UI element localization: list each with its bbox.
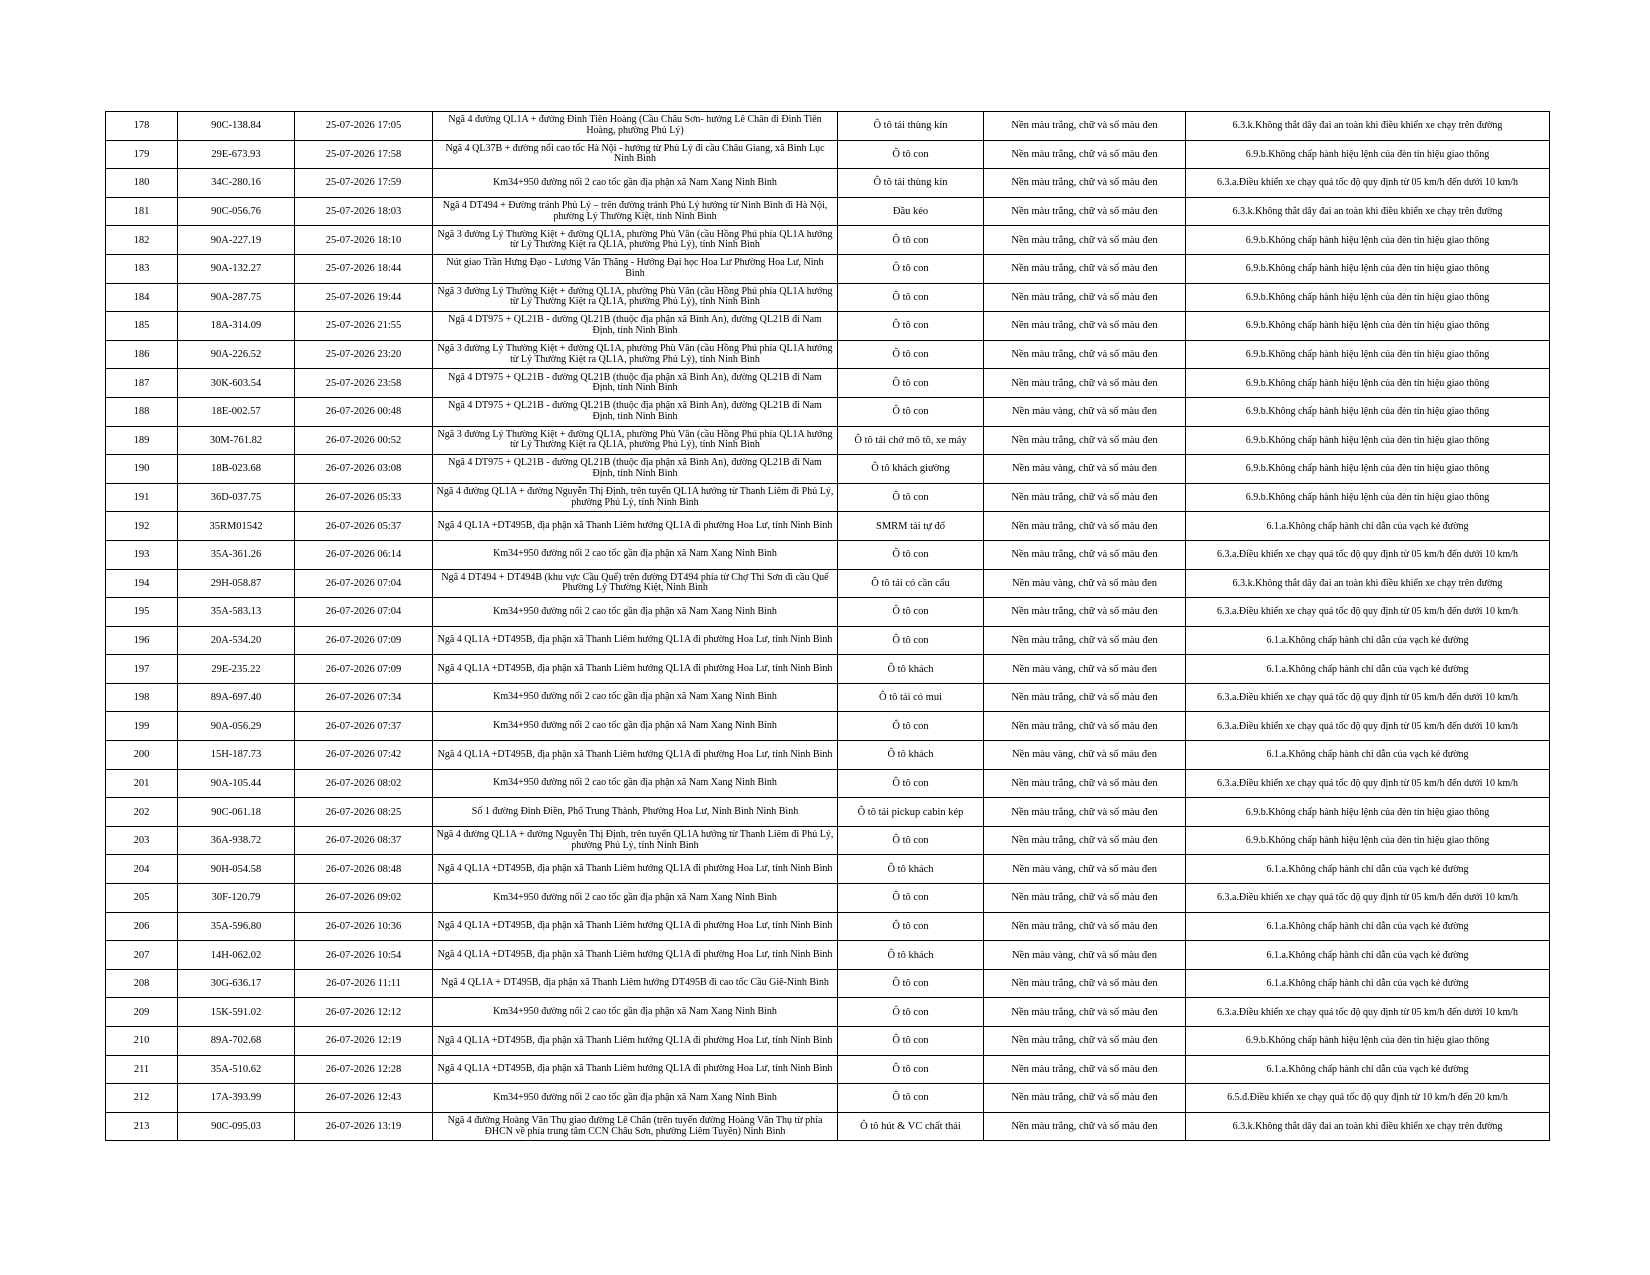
location-cell: Ngã 4 đường QL1A + đường Nguyễn Thị Định, trên tuyến QL1A hướng từ Thanh Liêm đi Phủ Lý, phường Phủ Lý, tỉnh Ninh Bình: [433, 483, 838, 512]
violations-table: [105, 111, 1550, 1141]
datetime-cell: 26-07-2026 09:02: [295, 884, 433, 913]
location-cell: Ngã 4 DT494 + Đường tránh Phủ Lý – trên đường tránh Phủ Lý hướng từ Ninh Bình đi Hà Nội, phường Lý Thường Kiệt, tỉnh Ninh Bình: [433, 197, 838, 226]
plate-number-cell: 18E-002.57: [178, 397, 295, 426]
datetime-cell: 26-07-2026 10:36: [295, 912, 433, 941]
table-row: [106, 169, 1550, 198]
row-number-cell: 208: [106, 969, 178, 998]
violation-cell: 6.9.b.Không chấp hành hiệu lệnh của đèn tín hiệu giao thông: [1186, 226, 1550, 255]
plate-color-cell: Nền màu trắng, chữ và số màu đen: [984, 226, 1186, 255]
violation-cell: 6.1.a.Không chấp hành chỉ dẫn của vạch kẻ đường: [1186, 912, 1550, 941]
location-cell: Ngã 4 DT975 + QL21B - đường QL21B (thuộc địa phận xã Bình An), đường QL21B đi Nam Định, tỉnh Ninh Bình: [433, 397, 838, 426]
row-number-cell: 196: [106, 626, 178, 655]
location-cell: Ngã 4 QL1A +DT495B, địa phận xã Thanh Liêm hướng QL1A đi phường Hoa Lư, tỉnh Ninh Bình: [433, 655, 838, 684]
row-number-cell: 204: [106, 855, 178, 884]
datetime-cell: 26-07-2026 08:02: [295, 769, 433, 798]
location-cell: Số 1 đường Đinh Điền, Phố Trung Thành, Phường Hoa Lư, Ninh Bình Ninh Bình: [433, 798, 838, 827]
location-cell: Ngã 4 QL1A + DT495B, địa phận xã Thanh Liêm hướng DT495B đi cao tốc Cầu Giẽ-Ninh Bình: [433, 969, 838, 998]
row-number-cell: 188: [106, 397, 178, 426]
vehicle-type-cell: Ô tô con: [838, 598, 984, 627]
plate-color-cell: Nền màu vàng, chữ và số màu đen: [984, 569, 1186, 598]
plate-number-cell: 29E-673.93: [178, 140, 295, 169]
plate-color-cell: Nền màu trắng, chữ và số màu đen: [984, 140, 1186, 169]
datetime-cell: 26-07-2026 00:52: [295, 426, 433, 455]
table-row: [106, 312, 1550, 341]
table-row: [106, 397, 1550, 426]
plate-color-cell: Nền màu trắng, chữ và số màu đen: [984, 1112, 1186, 1141]
table-row: [106, 798, 1550, 827]
datetime-cell: 26-07-2026 12:19: [295, 1027, 433, 1056]
table-row: [106, 483, 1550, 512]
location-cell: Ngã 4 QL1A +DT495B, địa phận xã Thanh Liêm hướng QL1A đi phường Hoa Lư, tỉnh Ninh Bình: [433, 626, 838, 655]
location-cell: Km34+950 đường nối 2 cao tốc gần địa phận xã Nam Xang Ninh Bình: [433, 683, 838, 712]
vehicle-type-cell: Ô tô khách: [838, 855, 984, 884]
datetime-cell: 25-07-2026 23:20: [295, 340, 433, 369]
table-row: [106, 283, 1550, 312]
location-cell: Ngã 3 đường Lý Thường Kiệt + đường QL1A, phường Phù Vân (cầu Hồng Phú phía QL1A hướng từ Lý Thường Kiệt ra QL1A, phường Phủ Lý), tỉnh Ninh Bình: [433, 340, 838, 369]
table-row: [106, 1055, 1550, 1084]
table-row: [106, 426, 1550, 455]
vehicle-type-cell: Ô tô con: [838, 998, 984, 1027]
vehicle-type-cell: Ô tô con: [838, 483, 984, 512]
vehicle-type-cell: Ô tô con: [838, 969, 984, 998]
violation-cell: 6.9.b.Không chấp hành hiệu lệnh của đèn tín hiệu giao thông: [1186, 483, 1550, 512]
violation-cell: 6.3.k.Không thắt dây đai an toàn khi điều khiển xe chạy trên đường: [1186, 1112, 1550, 1141]
table-row: [106, 112, 1550, 141]
plate-color-cell: Nền màu trắng, chữ và số màu đen: [984, 369, 1186, 398]
row-number-cell: 190: [106, 455, 178, 484]
plate-color-cell: Nền màu trắng, chữ và số màu đen: [984, 826, 1186, 855]
plate-color-cell: Nền màu vàng, chữ và số màu đen: [984, 741, 1186, 770]
location-cell: Ngã 4 đường QL1A + đường Đinh Tiên Hoàng (Cầu Châu Sơn- hướng Lê Chân đi Đinh Tiên Hoàng, phường Phủ Lý): [433, 112, 838, 141]
violation-cell: 6.3.a.Điều khiển xe chạy quá tốc độ quy định từ 05 km/h đến dưới 10 km/h: [1186, 998, 1550, 1027]
violation-cell: 6.3.a.Điều khiển xe chạy quá tốc độ quy định từ 05 km/h đến dưới 10 km/h: [1186, 169, 1550, 198]
row-number-cell: 213: [106, 1112, 178, 1141]
datetime-cell: 25-07-2026 17:59: [295, 169, 433, 198]
location-cell: Ngã 4 DT494 + DT494B (khu vực Cầu Quế) trên đường DT494 phía từ Chợ Thi Sơn đi cầu Quế Phường Lý Thường Kiệt, Ninh Bình: [433, 569, 838, 598]
table-row: [106, 626, 1550, 655]
row-number-cell: 178: [106, 112, 178, 141]
datetime-cell: 26-07-2026 12:43: [295, 1084, 433, 1113]
vehicle-type-cell: Ô tô con: [838, 826, 984, 855]
plate-number-cell: 30G-636.17: [178, 969, 295, 998]
violation-cell: 6.9.b.Không chấp hành hiệu lệnh của đèn tín hiệu giao thông: [1186, 312, 1550, 341]
location-cell: Ngã 4 DT975 + QL21B - đường QL21B (thuộc địa phận xã Bình An), đường QL21B đi Nam Định, tỉnh Ninh Bình: [433, 455, 838, 484]
table-row: [106, 884, 1550, 913]
plate-number-cell: 30M-761.82: [178, 426, 295, 455]
row-number-cell: 195: [106, 598, 178, 627]
plate-color-cell: Nền màu trắng, chữ và số màu đen: [984, 1027, 1186, 1056]
datetime-cell: 25-07-2026 18:03: [295, 197, 433, 226]
row-number-cell: 201: [106, 769, 178, 798]
plate-number-cell: 15H-187.73: [178, 741, 295, 770]
violation-cell: 6.9.b.Không chấp hành hiệu lệnh của đèn tín hiệu giao thông: [1186, 340, 1550, 369]
location-cell: Ngã 4 QL1A +DT495B, địa phận xã Thanh Liêm hướng QL1A đi phường Hoa Lư, tỉnh Ninh Bình: [433, 855, 838, 884]
plate-color-cell: Nền màu vàng, chữ và số màu đen: [984, 941, 1186, 970]
table-row: [106, 1084, 1550, 1113]
violation-cell: 6.9.b.Không chấp hành hiệu lệnh của đèn tín hiệu giao thông: [1186, 455, 1550, 484]
plate-number-cell: 90A-287.75: [178, 283, 295, 312]
vehicle-type-cell: Ô tô tải chở mô tô, xe máy: [838, 426, 984, 455]
datetime-cell: 26-07-2026 06:14: [295, 540, 433, 569]
plate-color-cell: Nền màu trắng, chữ và số màu đen: [984, 312, 1186, 341]
row-number-cell: 194: [106, 569, 178, 598]
vehicle-type-cell: Ô tô con: [838, 254, 984, 283]
datetime-cell: 26-07-2026 12:12: [295, 998, 433, 1027]
row-number-cell: 198: [106, 683, 178, 712]
plate-number-cell: 30F-120.79: [178, 884, 295, 913]
row-number-cell: 179: [106, 140, 178, 169]
violation-cell: 6.9.b.Không chấp hành hiệu lệnh của đèn tín hiệu giao thông: [1186, 397, 1550, 426]
location-cell: Km34+950 đường nối 2 cao tốc gần địa phận xã Nam Xang Ninh Bình: [433, 998, 838, 1027]
vehicle-type-cell: Ô tô con: [838, 226, 984, 255]
table-row: [106, 598, 1550, 627]
violation-cell: 6.9.b.Không chấp hành hiệu lệnh của đèn tín hiệu giao thông: [1186, 254, 1550, 283]
datetime-cell: 26-07-2026 07:09: [295, 626, 433, 655]
plate-number-cell: 90H-054.58: [178, 855, 295, 884]
vehicle-type-cell: Ô tô tải pickup cabin kép: [838, 798, 984, 827]
table-row: [106, 683, 1550, 712]
vehicle-type-cell: Ô tô khách giường: [838, 455, 984, 484]
plate-number-cell: 35A-583.13: [178, 598, 295, 627]
row-number-cell: 200: [106, 741, 178, 770]
plate-number-cell: 34C-280.16: [178, 169, 295, 198]
location-cell: Ngã 4 QL1A +DT495B, địa phận xã Thanh Liêm hướng QL1A đi phường Hoa Lư, tỉnh Ninh Bình: [433, 741, 838, 770]
row-number-cell: 181: [106, 197, 178, 226]
plate-number-cell: 17A-393.99: [178, 1084, 295, 1113]
datetime-cell: 26-07-2026 05:37: [295, 512, 433, 541]
location-cell: Ngã 3 đường Lý Thường Kiệt + đường QL1A, phường Phù Vân (cầu Hồng Phú phía QL1A hướng từ Lý Thường Kiệt ra QL1A, phường Phủ Lý), tỉnh Ninh Bình: [433, 283, 838, 312]
table-row: [106, 912, 1550, 941]
row-number-cell: 187: [106, 369, 178, 398]
plate-color-cell: Nền màu trắng, chữ và số màu đen: [984, 712, 1186, 741]
table-row: [106, 741, 1550, 770]
plate-color-cell: Nền màu trắng, chữ và số màu đen: [984, 540, 1186, 569]
row-number-cell: 197: [106, 655, 178, 684]
plate-number-cell: 18A-314.09: [178, 312, 295, 341]
plate-color-cell: Nền màu trắng, chữ và số màu đen: [984, 969, 1186, 998]
plate-number-cell: 29E-235.22: [178, 655, 295, 684]
location-cell: Ngã 4 DT975 + QL21B - đường QL21B (thuộc địa phận xã Bình An), đường QL21B đi Nam Định, tỉnh Ninh Bình: [433, 369, 838, 398]
plate-number-cell: 14H-062.02: [178, 941, 295, 970]
plate-number-cell: 90C-138.84: [178, 112, 295, 141]
violation-cell: 6.1.a.Không chấp hành chỉ dẫn của vạch kẻ đường: [1186, 1055, 1550, 1084]
plate-number-cell: 18B-023.68: [178, 455, 295, 484]
violation-cell: 6.3.a.Điều khiển xe chạy quá tốc độ quy định từ 05 km/h đến dưới 10 km/h: [1186, 540, 1550, 569]
violation-cell: 6.9.b.Không chấp hành hiệu lệnh của đèn tín hiệu giao thông: [1186, 826, 1550, 855]
datetime-cell: 26-07-2026 07:09: [295, 655, 433, 684]
table-row: [106, 512, 1550, 541]
vehicle-type-cell: SMRM tải tự đổ: [838, 512, 984, 541]
vehicle-type-cell: Ô tô tải có mui: [838, 683, 984, 712]
table-row: [106, 769, 1550, 798]
vehicle-type-cell: Ô tô con: [838, 912, 984, 941]
violation-cell: 6.1.a.Không chấp hành chỉ dẫn của vạch kẻ đường: [1186, 655, 1550, 684]
location-cell: Ngã 3 đường Lý Thường Kiệt + đường QL1A, phường Phù Vân (cầu Hồng Phú phía QL1A hướng từ Lý Thường Kiệt ra QL1A, phường Phủ Lý), tỉnh Ninh Bình: [433, 426, 838, 455]
vehicle-type-cell: Ô tô con: [838, 397, 984, 426]
plate-number-cell: 36A-938.72: [178, 826, 295, 855]
violation-cell: 6.9.b.Không chấp hành hiệu lệnh của đèn tín hiệu giao thông: [1186, 798, 1550, 827]
plate-color-cell: Nền màu trắng, chữ và số màu đen: [984, 626, 1186, 655]
plate-color-cell: Nền màu trắng, chữ và số màu đen: [984, 169, 1186, 198]
table-row: [106, 655, 1550, 684]
violation-cell: 6.9.b.Không chấp hành hiệu lệnh của đèn tín hiệu giao thông: [1186, 426, 1550, 455]
plate-color-cell: Nền màu trắng, chữ và số màu đen: [984, 340, 1186, 369]
datetime-cell: 25-07-2026 23:58: [295, 369, 433, 398]
table-row: [106, 569, 1550, 598]
location-cell: Ngã 4 QL1A +DT495B, địa phận xã Thanh Liêm hướng QL1A đi phường Hoa Lư, tỉnh Ninh Bình: [433, 941, 838, 970]
row-number-cell: 205: [106, 884, 178, 913]
row-number-cell: 199: [106, 712, 178, 741]
plate-color-cell: Nền màu trắng, chữ và số màu đen: [984, 912, 1186, 941]
plate-number-cell: 90C-061.18: [178, 798, 295, 827]
datetime-cell: 25-07-2026 18:44: [295, 254, 433, 283]
vehicle-type-cell: Ô tô khách: [838, 941, 984, 970]
row-number-cell: 212: [106, 1084, 178, 1113]
datetime-cell: 26-07-2026 00:48: [295, 397, 433, 426]
violation-cell: 6.3.k.Không thắt dây đai an toàn khi điều khiển xe chạy trên đường: [1186, 197, 1550, 226]
violation-cell: 6.9.b.Không chấp hành hiệu lệnh của đèn tín hiệu giao thông: [1186, 1027, 1550, 1056]
location-cell: Ngã 4 QL1A +DT495B, địa phận xã Thanh Liêm hướng QL1A đi phường Hoa Lư, tỉnh Ninh Bình: [433, 912, 838, 941]
plate-color-cell: Nền màu vàng, chữ và số màu đen: [984, 455, 1186, 484]
location-cell: Ngã 3 đường Lý Thường Kiệt + đường QL1A, phường Phù Vân (cầu Hồng Phú phía QL1A hướng từ Lý Thường Kiệt ra QL1A, phường Phủ Lý), tỉnh Ninh Bình: [433, 226, 838, 255]
vehicle-type-cell: Ô tô con: [838, 283, 984, 312]
plate-number-cell: 30K-603.54: [178, 369, 295, 398]
table-row: [106, 712, 1550, 741]
location-cell: Km34+950 đường nối 2 cao tốc gần địa phận xã Nam Xang Ninh Bình: [433, 540, 838, 569]
plate-number-cell: 35A-596.80: [178, 912, 295, 941]
location-cell: Ngã 4 QL1A +DT495B, địa phận xã Thanh Liêm hướng QL1A đi phường Hoa Lư, tỉnh Ninh Bình: [433, 512, 838, 541]
plate-color-cell: Nền màu trắng, chữ và số màu đen: [984, 254, 1186, 283]
plate-color-cell: Nền màu vàng, chữ và số màu đen: [984, 655, 1186, 684]
vehicle-type-cell: Ô tô khách: [838, 655, 984, 684]
datetime-cell: 25-07-2026 18:10: [295, 226, 433, 255]
violation-cell: 6.3.a.Điều khiển xe chạy quá tốc độ quy định từ 05 km/h đến dưới 10 km/h: [1186, 683, 1550, 712]
row-number-cell: 191: [106, 483, 178, 512]
plate-number-cell: 35A-361.26: [178, 540, 295, 569]
row-number-cell: 210: [106, 1027, 178, 1056]
datetime-cell: 26-07-2026 07:34: [295, 683, 433, 712]
plate-number-cell: 36D-037.75: [178, 483, 295, 512]
vehicle-type-cell: Ô tô con: [838, 369, 984, 398]
row-number-cell: 192: [106, 512, 178, 541]
table-row: [106, 455, 1550, 484]
vehicle-type-cell: Ô tô con: [838, 340, 984, 369]
row-number-cell: 182: [106, 226, 178, 255]
datetime-cell: 26-07-2026 11:11: [295, 969, 433, 998]
plate-number-cell: 20A-534.20: [178, 626, 295, 655]
datetime-cell: 26-07-2026 07:42: [295, 741, 433, 770]
violation-cell: 6.5.đ.Điều khiển xe chạy quá tốc độ quy định từ 10 km/h đến 20 km/h: [1186, 1084, 1550, 1113]
location-cell: Km34+950 đường nối 2 cao tốc gần địa phận xã Nam Xang Ninh Bình: [433, 712, 838, 741]
violation-cell: 6.3.a.Điều khiển xe chạy quá tốc độ quy định từ 05 km/h đến dưới 10 km/h: [1186, 769, 1550, 798]
table-row: [106, 1027, 1550, 1056]
vehicle-type-cell: Ô tô con: [838, 1084, 984, 1113]
datetime-cell: 26-07-2026 08:37: [295, 826, 433, 855]
vehicle-type-cell: Đầu kéo: [838, 197, 984, 226]
vehicle-type-cell: Ô tô con: [838, 769, 984, 798]
location-cell: Km34+950 đường nối 2 cao tốc gần địa phận xã Nam Xang Ninh Bình: [433, 1084, 838, 1113]
location-cell: Nút giao Trần Hưng Đạo - Lương Văn Thăng - Hướng Đại học Hoa Lư Phường Hoa Lư, Ninh Bình: [433, 254, 838, 283]
table-body: [106, 112, 1550, 1141]
row-number-cell: 202: [106, 798, 178, 827]
location-cell: Ngã 4 DT975 + QL21B - đường QL21B (thuộc địa phận xã Bình An), đường QL21B đi Nam Định, tỉnh Ninh Bình: [433, 312, 838, 341]
datetime-cell: 26-07-2026 05:33: [295, 483, 433, 512]
plate-color-cell: Nền màu trắng, chữ và số màu đen: [984, 798, 1186, 827]
vehicle-type-cell: Ô tô hút & VC chất thải: [838, 1112, 984, 1141]
vehicle-type-cell: Ô tô khách: [838, 741, 984, 770]
vehicle-type-cell: Ô tô tải có cần cẩu: [838, 569, 984, 598]
plate-color-cell: Nền màu trắng, chữ và số màu đen: [984, 112, 1186, 141]
plate-color-cell: Nền màu vàng, chữ và số màu đen: [984, 397, 1186, 426]
plate-color-cell: Nền màu trắng, chữ và số màu đen: [984, 769, 1186, 798]
plate-color-cell: Nền màu trắng, chữ và số màu đen: [984, 197, 1186, 226]
location-cell: Km34+950 đường nối 2 cao tốc gần địa phận xã Nam Xang Ninh Bình: [433, 769, 838, 798]
row-number-cell: 211: [106, 1055, 178, 1084]
plate-number-cell: 90A-132.27: [178, 254, 295, 283]
plate-color-cell: Nền màu trắng, chữ và số màu đen: [984, 483, 1186, 512]
vehicle-type-cell: Ô tô tải thùng kín: [838, 112, 984, 141]
plate-color-cell: Nền màu trắng, chữ và số màu đen: [984, 1084, 1186, 1113]
violation-cell: 6.3.k.Không thắt dây đai an toàn khi điều khiển xe chạy trên đường: [1186, 112, 1550, 141]
plate-color-cell: Nền màu trắng, chữ và số màu đen: [984, 683, 1186, 712]
table-row: [106, 369, 1550, 398]
datetime-cell: 26-07-2026 10:54: [295, 941, 433, 970]
table-row: [106, 1112, 1550, 1141]
datetime-cell: 26-07-2026 07:37: [295, 712, 433, 741]
datetime-cell: 26-07-2026 07:04: [295, 598, 433, 627]
plate-number-cell: 89A-697.40: [178, 683, 295, 712]
violation-cell: 6.1.a.Không chấp hành chỉ dẫn của vạch kẻ đường: [1186, 512, 1550, 541]
vehicle-type-cell: Ô tô con: [838, 626, 984, 655]
plate-color-cell: Nền màu trắng, chữ và số màu đen: [984, 283, 1186, 312]
location-cell: Ngã 4 đường Hoàng Văn Thụ giao đường Lê Chân (trên tuyến đường Hoàng Văn Thụ từ phía ĐHCN về phía trung tâm CCN Châu Sơn, phường Liêm Tuyền) Ninh Bình: [433, 1112, 838, 1141]
datetime-cell: 25-07-2026 17:58: [295, 140, 433, 169]
vehicle-type-cell: Ô tô con: [838, 540, 984, 569]
datetime-cell: 26-07-2026 13:19: [295, 1112, 433, 1141]
plate-number-cell: 90A-227.19: [178, 226, 295, 255]
vehicle-type-cell: Ô tô con: [838, 312, 984, 341]
datetime-cell: 26-07-2026 08:25: [295, 798, 433, 827]
row-number-cell: 206: [106, 912, 178, 941]
table-row: [106, 340, 1550, 369]
violation-cell: 6.9.b.Không chấp hành hiệu lệnh của đèn tín hiệu giao thông: [1186, 369, 1550, 398]
plate-color-cell: Nền màu trắng, chữ và số màu đen: [984, 998, 1186, 1027]
plate-number-cell: 90A-056.29: [178, 712, 295, 741]
row-number-cell: 180: [106, 169, 178, 198]
violation-cell: 6.3.a.Điều khiển xe chạy quá tốc độ quy định từ 05 km/h đến dưới 10 km/h: [1186, 712, 1550, 741]
violation-cell: 6.1.a.Không chấp hành chỉ dẫn của vạch kẻ đường: [1186, 626, 1550, 655]
violation-cell: 6.1.a.Không chấp hành chỉ dẫn của vạch kẻ đường: [1186, 855, 1550, 884]
datetime-cell: 25-07-2026 21:55: [295, 312, 433, 341]
plate-number-cell: 89A-702.68: [178, 1027, 295, 1056]
row-number-cell: 203: [106, 826, 178, 855]
location-cell: Km34+950 đường nối 2 cao tốc gần địa phận xã Nam Xang Ninh Bình: [433, 169, 838, 198]
location-cell: Ngã 4 QL1A +DT495B, địa phận xã Thanh Liêm hướng QL1A đi phường Hoa Lư, tỉnh Ninh Bình: [433, 1027, 838, 1056]
violation-cell: 6.9.b.Không chấp hành hiệu lệnh của đèn tín hiệu giao thông: [1186, 140, 1550, 169]
violation-cell: 6.3.a.Điều khiển xe chạy quá tốc độ quy định từ 05 km/h đến dưới 10 km/h: [1186, 884, 1550, 913]
table-row: [106, 941, 1550, 970]
violation-cell: 6.1.a.Không chấp hành chỉ dẫn của vạch kẻ đường: [1186, 969, 1550, 998]
table-row: [106, 540, 1550, 569]
row-number-cell: 193: [106, 540, 178, 569]
vehicle-type-cell: Ô tô con: [838, 1027, 984, 1056]
datetime-cell: 25-07-2026 17:05: [295, 112, 433, 141]
violation-cell: 6.3.k.Không thắt dây đai an toàn khi điều khiển xe chạy trên đường: [1186, 569, 1550, 598]
table-row: [106, 969, 1550, 998]
violation-cell: 6.9.b.Không chấp hành hiệu lệnh của đèn tín hiệu giao thông: [1186, 283, 1550, 312]
location-cell: Ngã 4 đường QL1A + đường Nguyễn Thị Định, trên tuyến QL1A hướng từ Thanh Liêm đi Phủ Lý, phường Phủ Lý, tỉnh Ninh Bình: [433, 826, 838, 855]
plate-number-cell: 90C-056.76: [178, 197, 295, 226]
datetime-cell: 25-07-2026 19:44: [295, 283, 433, 312]
table-row: [106, 254, 1550, 283]
plate-number-cell: 90C-095.03: [178, 1112, 295, 1141]
row-number-cell: 186: [106, 340, 178, 369]
plate-color-cell: Nền màu trắng, chữ và số màu đen: [984, 1055, 1186, 1084]
location-cell: Km34+950 đường nối 2 cao tốc gần địa phận xã Nam Xang Ninh Bình: [433, 884, 838, 913]
location-cell: Km34+950 đường nối 2 cao tốc gần địa phận xã Nam Xang Ninh Bình: [433, 598, 838, 627]
plate-number-cell: 35RM01542: [178, 512, 295, 541]
table-row: [106, 998, 1550, 1027]
violation-cell: 6.3.a.Điều khiển xe chạy quá tốc độ quy định từ 05 km/h đến dưới 10 km/h: [1186, 598, 1550, 627]
row-number-cell: 185: [106, 312, 178, 341]
vehicle-type-cell: Ô tô con: [838, 140, 984, 169]
datetime-cell: 26-07-2026 12:28: [295, 1055, 433, 1084]
table-row: [106, 197, 1550, 226]
table-row: [106, 855, 1550, 884]
plate-number-cell: 90A-105.44: [178, 769, 295, 798]
plate-color-cell: Nền màu trắng, chữ và số màu đen: [984, 512, 1186, 541]
violation-cell: 6.1.a.Không chấp hành chỉ dẫn của vạch kẻ đường: [1186, 741, 1550, 770]
plate-color-cell: Nền màu trắng, chữ và số màu đen: [984, 426, 1186, 455]
plate-number-cell: 29H-058.87: [178, 569, 295, 598]
vehicle-type-cell: Ô tô tải thùng kín: [838, 169, 984, 198]
plate-number-cell: 15K-591.02: [178, 998, 295, 1027]
vehicle-type-cell: Ô tô con: [838, 712, 984, 741]
row-number-cell: 183: [106, 254, 178, 283]
table-row: [106, 226, 1550, 255]
plate-color-cell: Nền màu trắng, chữ và số màu đen: [984, 884, 1186, 913]
row-number-cell: 209: [106, 998, 178, 1027]
violation-cell: 6.1.a.Không chấp hành chỉ dẫn của vạch kẻ đường: [1186, 941, 1550, 970]
plate-number-cell: 90A-226.52: [178, 340, 295, 369]
plate-number-cell: 35A-510.62: [178, 1055, 295, 1084]
row-number-cell: 189: [106, 426, 178, 455]
table-row: [106, 826, 1550, 855]
table-row: [106, 140, 1550, 169]
datetime-cell: 26-07-2026 07:04: [295, 569, 433, 598]
plate-color-cell: Nền màu trắng, chữ và số màu đen: [984, 598, 1186, 627]
vehicle-type-cell: Ô tô con: [838, 884, 984, 913]
location-cell: Ngã 4 QL37B + đường nối cao tốc Hà Nội - hướng từ Phủ Lý đi cầu Châu Giang, xã Bình Lục Ninh Bình: [433, 140, 838, 169]
datetime-cell: 26-07-2026 03:08: [295, 455, 433, 484]
row-number-cell: 207: [106, 941, 178, 970]
vehicle-type-cell: Ô tô con: [838, 1055, 984, 1084]
datetime-cell: 26-07-2026 08:48: [295, 855, 433, 884]
plate-color-cell: Nền màu vàng, chữ và số màu đen: [984, 855, 1186, 884]
location-cell: Ngã 4 QL1A +DT495B, địa phận xã Thanh Liêm hướng QL1A đi phường Hoa Lư, tỉnh Ninh Bình: [433, 1055, 838, 1084]
row-number-cell: 184: [106, 283, 178, 312]
